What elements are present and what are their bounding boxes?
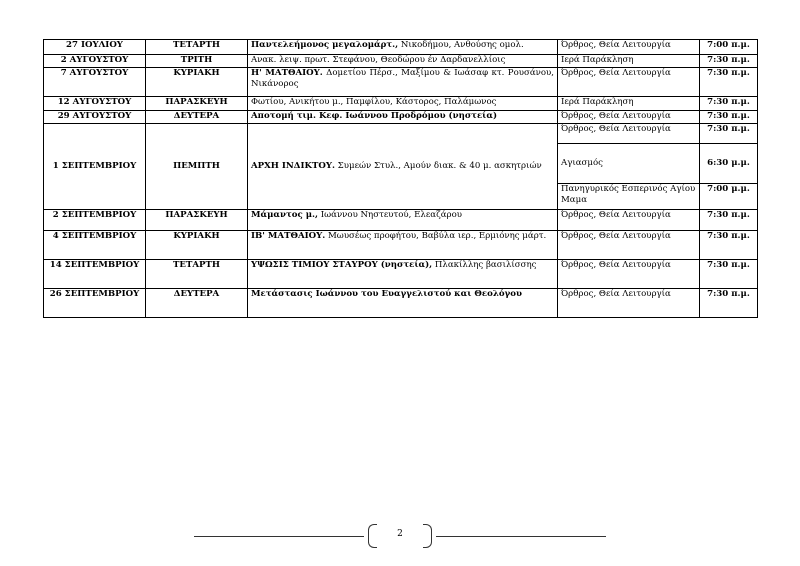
schedule-table xyxy=(43,39,758,318)
day-cell: ΤΡΙΤΗ xyxy=(146,55,248,68)
table-row xyxy=(44,231,758,260)
feast-cell xyxy=(248,124,558,210)
date-cell: 14 ΣΕΠΤΕΜΒΡΙΟΥ xyxy=(44,260,146,289)
table-row xyxy=(44,97,758,111)
table-row xyxy=(44,111,758,124)
day-cell: ΔΕΥΤΕΡΑ xyxy=(146,289,248,318)
feast-rest: Νικοδήμου, Ανθούσης ομολ. xyxy=(398,40,524,50)
day-cell: ΤΕΤΑΡΤΗ xyxy=(146,40,248,55)
feast-bold: Αποτομή τιμ. Κεφ. Ιωάννου Προδρόμου (νηστεία) xyxy=(251,111,498,121)
feast-cell xyxy=(248,210,558,231)
feast-rest: Συμεών Στυλ., Αμούν διακ. & 40 μ. ασκητριών xyxy=(334,161,542,171)
feast-cell xyxy=(248,231,558,260)
date-cell: 29 ΑΥΓΟΥΣΤΟΥ xyxy=(44,111,146,124)
service-cell: Όρθρος, Θεία Λειτουργία xyxy=(558,124,700,144)
time-cell: 7:30 π.μ. xyxy=(700,55,758,68)
date-cell: 1 ΣΕΠΤΕΜΒΡΙΟΥ xyxy=(44,124,146,210)
feast-rest: Πλακίλλης βασιλίσσης xyxy=(432,260,537,270)
feast-bold: ΑΡΧΗ ΙΝΔΙΚΤΟΥ. xyxy=(251,161,335,171)
time-cell: 7:30 π.μ. xyxy=(700,68,758,97)
feast-rest: Μωυσέως προφήτου, Βαβύλα ιερ., Ερμιόνης μάρτ. xyxy=(325,231,547,241)
time-cell: 7:30 π.μ. xyxy=(700,97,758,111)
table-row xyxy=(44,260,758,289)
table-row xyxy=(44,55,758,68)
footer-bracket-right xyxy=(423,524,432,548)
feast-bold: Μετάστασις Ιωάννου του Ευαγγελιστού και Θεολόγου xyxy=(251,289,522,299)
feast-rest: Δομετίου Πέρσ., Μαξίμου & Ιωάσαφ κτ. Ρουσάνου, Νικάνορος xyxy=(251,68,554,89)
service-cell: Όρθρος, Θεία Λειτουργία xyxy=(558,40,700,55)
feast-cell xyxy=(248,289,558,318)
date-cell: 4 ΣΕΠΤΕΜΒΡΙΟΥ xyxy=(44,231,146,260)
time-cell: 7:30 π.μ. xyxy=(700,231,758,260)
date-cell: 2 ΣΕΠΤΕΜΒΡΙΟΥ xyxy=(44,210,146,231)
feast-bold: ΙΒ' ΜΑΤΘΑΙΟΥ. xyxy=(251,231,326,241)
feast-bold: Παντελεήμονος μεγαλομάρτ., xyxy=(251,40,399,50)
table-row xyxy=(44,40,758,55)
day-cell: ΚΥΡΙΑΚΗ xyxy=(146,231,248,260)
feast-cell xyxy=(248,55,558,68)
day-cell: ΠΑΡΑΣΚΕΥΗ xyxy=(146,210,248,231)
footer-bracket-left xyxy=(368,524,377,548)
table-row xyxy=(44,289,758,318)
time-cell: 7:30 π.μ. xyxy=(700,124,758,144)
feast-bold: ΥΨΩΣΙΣ ΤΙΜΙΟΥ ΣΤΑΥΡΟΥ (νηστεία), xyxy=(251,260,433,270)
footer-rule-left xyxy=(194,536,364,537)
service-cell: Όρθρος, Θεία Λειτουργία xyxy=(558,289,700,318)
time-cell: 7:30 π.μ. xyxy=(700,260,758,289)
service-cell: Όρθρος, Θεία Λειτουργία xyxy=(558,111,700,124)
date-cell: 26 ΣΕΠΤΕΜΒΡΙΟΥ xyxy=(44,289,146,318)
date-cell: 2 ΑΥΓΟΥΣΤΟΥ xyxy=(44,55,146,68)
date-cell: 7 ΑΥΓΟΥΣΤΟΥ xyxy=(44,68,146,97)
service-cell: Όρθρος, Θεία Λειτουργία xyxy=(558,68,700,97)
service-cell: Όρθρος, Θεία Λειτουργία xyxy=(558,231,700,260)
feast-cell xyxy=(248,111,558,124)
time-cell: 7:30 π.μ. xyxy=(700,210,758,231)
feast-cell xyxy=(248,40,558,55)
time-cell: 6:30 μ.μ. xyxy=(700,144,758,184)
service-cell: Όρθρος, Θεία Λειτουργία xyxy=(558,210,700,231)
table-row xyxy=(44,124,758,144)
service-cell: Αγιασμός xyxy=(558,144,700,184)
service-cell: Ιερά Παράκληση xyxy=(558,97,700,111)
service-cell: Πανηγυρικός Εσπερινός Αγίου Μαμα xyxy=(558,184,700,210)
page-number: 2 xyxy=(397,529,403,539)
feast-cell xyxy=(248,97,558,111)
date-cell: 27 ΙΟΥΛΙΟΥ xyxy=(44,40,146,55)
feast-bold: Μάμαντος μ., xyxy=(251,210,319,220)
feast-cell xyxy=(248,68,558,97)
day-cell: ΔΕΥΤΕΡΑ xyxy=(146,111,248,124)
day-cell: ΤΕΤΑΡΤΗ xyxy=(146,260,248,289)
feast-bold: Η' ΜΑΤΘΑΙΟΥ. xyxy=(251,68,323,78)
time-cell: 7:30 π.μ. xyxy=(700,111,758,124)
time-cell: 7:00 π.μ. xyxy=(700,40,758,55)
feast-rest: Ιωάννου Νηστευτού, Ελεαζάρου xyxy=(318,210,462,220)
service-cell: Όρθρος, Θεία Λειτουργία xyxy=(558,260,700,289)
feast-rest: Φωτίου, Ανικήτου μ., Παμφίλου, Κάστορος, Παλάμωνος xyxy=(251,97,497,107)
service-cell: Ιερά Παράκληση xyxy=(558,55,700,68)
date-cell: 12 ΑΥΓΟΥΣΤΟΥ xyxy=(44,97,146,111)
day-cell: ΠΕΜΠΤΗ xyxy=(146,124,248,210)
time-cell: 7:00 μ.μ. xyxy=(700,184,758,210)
table-row xyxy=(44,68,758,97)
day-cell: ΠΑΡΑΣΚΕΥΗ xyxy=(146,97,248,111)
feast-rest: Ανακ. λειψ. πρωτ. Στεφάνου, Θεοδώρου έν Δαρδανελλίοις xyxy=(251,55,506,65)
footer-rule-right xyxy=(436,536,606,537)
feast-cell xyxy=(248,260,558,289)
day-cell: ΚΥΡΙΑΚΗ xyxy=(146,68,248,97)
time-cell: 7:30 π.μ. xyxy=(700,289,758,318)
table-row xyxy=(44,210,758,231)
